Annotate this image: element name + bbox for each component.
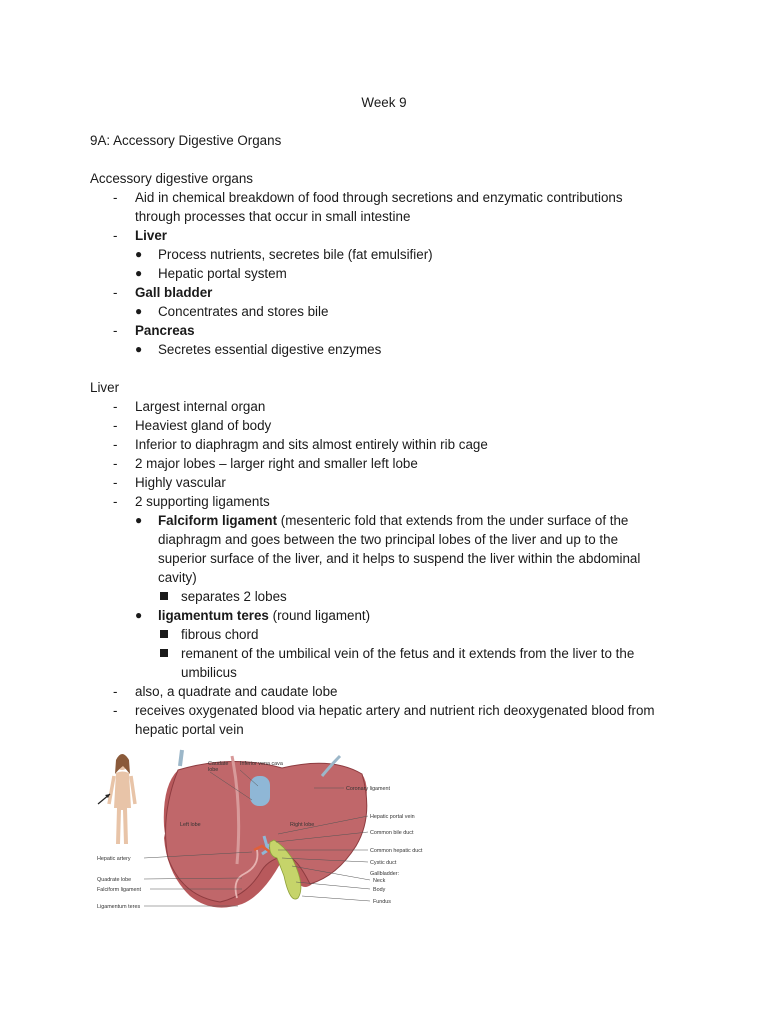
dash-marker: - [113,228,118,243]
week-title: Week 9 [361,95,407,110]
liver-diagram [92,746,438,918]
bullet-item-continuation: cavity) [158,570,197,585]
dash-marker: - [113,323,118,338]
label-coronary-ligament: Coronary ligament [346,786,391,792]
bullet-item: ● Process nutrients, secretes bile (fat emulsifier) [135,247,433,262]
square-item: remanent of the umbilical vein of the fetus and it extends from the liver to the [90,644,690,663]
liver-anatomy-figure [92,746,438,918]
dash-marker: - [113,437,118,452]
list-item: - Inferior to diaphragm and sits almost entirely within rib cage [113,437,488,452]
list-item: - Pancreas [113,323,195,338]
dash-marker: - [113,475,118,490]
square-bullet-icon [160,592,168,600]
list-item: - Highly vascular [113,475,226,490]
dash-marker: - [113,703,118,718]
human-figure-icon [98,754,135,844]
bullet-marker: ● [135,247,143,261]
list-item: - receives oxygenated blood via hepatic artery and nutrient rich deoxygenated blood from [113,703,655,718]
label-falciform-ligament: Falciform ligament [97,887,142,893]
list-item: - 2 major lobes – larger right and smaller left lobe [113,456,418,471]
square-bullet-icon [160,649,168,657]
label-body: Body [373,887,386,893]
accessory-heading: Accessory digestive organs [90,171,253,186]
dash-marker: - [113,494,118,509]
label-inferior-vena-cava: Inferior vena cava [240,761,283,767]
label-caudate: Caudate [208,761,229,767]
label-hepatic-portal-vein: Hepatic portal vein [370,814,415,820]
bullet-marker: ● [135,608,143,622]
list-item: - Gall bladder [113,285,213,300]
bullet-item: ● Falciform ligament (mesenteric fold that extends from the under surface of the [135,513,629,528]
liver-heading: Liver [90,380,120,395]
label-fundus: Fundus [373,899,391,905]
square-item-continuation: umbilicus [181,665,237,680]
list-item: - Largest internal organ [113,399,266,414]
spacer [90,359,690,378]
bullet-item-continuation: diaphragm and goes between the two principal lobes of the liver and up to the [158,532,619,547]
square-item: fibrous chord [90,625,690,644]
label-gallbladder: Gallbladder: [370,871,400,877]
square-item: separates 2 lobes [90,587,690,606]
dash-marker: - [113,418,118,433]
label-neck: Neck [373,878,386,884]
dash-marker: - [113,190,118,205]
bullet-marker: ● [135,342,143,356]
bullet-marker: ● [135,513,143,527]
dash-marker: - [113,285,118,300]
label-common-hepatic-duct: Common hepatic duct [370,848,423,854]
list-item-continuation: hepatic portal vein [135,722,244,737]
dash-marker: - [113,684,118,699]
section-title: 9A: Accessory Digestive Organs [90,133,282,148]
bullet-marker: ● [135,266,143,280]
dash-marker: - [113,399,118,414]
label-hepatic-artery: Hepatic artery [97,856,131,862]
bullet-item: ● ligamentum teres (round ligament) [135,608,371,623]
liver-illustration [164,750,367,908]
label-quadrate-lobe: Quadrate lobe [97,877,132,883]
list-item: - 2 supporting ligaments [113,494,270,509]
label-caudate-lobe: lobe [208,767,219,773]
list-item: - also, a quadrate and caudate lobe [113,684,338,699]
list-item: - Aid in chemical breakdown of food through secretions and enzymatic contributions [113,190,623,205]
bullet-item: ● Secretes essential digestive enzymes [135,342,382,357]
bullet-item: ● Concentrates and stores bile [135,304,329,319]
label-common-bile-duct: Common bile duct [370,830,414,836]
label-ligamentum-teres: Ligamentum teres [97,904,141,910]
notes-content [90,131,690,739]
bullet-marker: ● [135,304,143,318]
list-item: - Heaviest gland of body [113,418,272,433]
list-item: - Liver [113,228,168,243]
bullet-item-continuation: superior surface of the liver, and it helps to suspend the liver within the abdominal [158,551,641,566]
bullet-item: ● Hepatic portal system [135,266,287,281]
label-left-lobe: Left lobe [180,822,201,828]
list-item-continuation: through processes that occur in small intestine [135,209,411,224]
label-cystic-duct: Cystic duct [370,860,397,866]
label-right-lobe: Right lobe [290,822,315,828]
square-bullet-icon [160,630,168,638]
spacer [90,150,690,169]
dash-marker: - [113,456,118,471]
